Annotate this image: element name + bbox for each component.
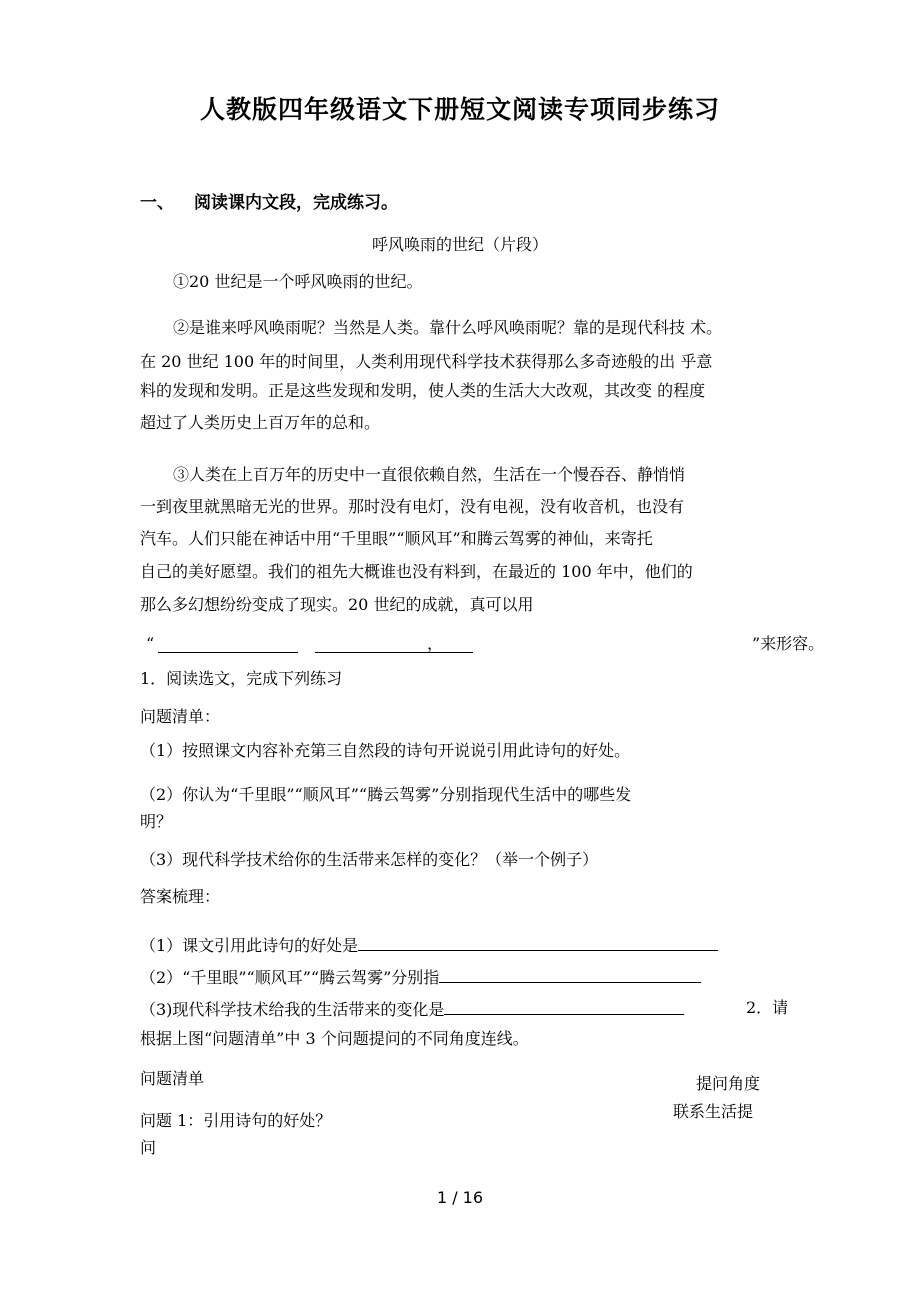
paragraph-2-line: 料的发现和发明。正是这些发现和发明，使人类的生活大大改观，其改变 的程度 <box>140 381 706 400</box>
question-list-item-wrap: 问 <box>140 1138 157 1157</box>
answer-line-3 <box>140 998 684 1020</box>
question-item-wrap: 明？ <box>140 812 173 831</box>
paragraph-2-line: 超过了人类历史上百万年的总和。 <box>140 413 381 432</box>
question-item: （3）现代科学技术给你的生活带来怎样的变化？（举一个例子） <box>140 850 599 869</box>
angle-item[interactable]: 联系生活提 <box>673 1102 754 1121</box>
fill-blank-2[interactable] <box>315 652 473 653</box>
question-1-heading: 1．阅读选文，完成下列练习 <box>140 669 343 688</box>
fill-close: ”来形容。 <box>752 634 825 653</box>
paragraph-2-line: 在 20 世纪 100 年的时间里，人类利用现代科学技术获得那么多奇迹般的出 乎意 <box>140 352 713 371</box>
paragraph-3-line: ③人类在上百万年的历史中一直很依赖自然，生活在一个慢吞吞、静悄悄 <box>173 465 686 484</box>
question-2-number: 2．请 <box>746 998 789 1017</box>
section-heading <box>140 192 398 214</box>
paragraph-2-line: ②是谁来呼风唤雨呢？当然是人类。靠什么呼风唤雨呢？靠的是现代科技 术。 <box>173 318 723 337</box>
passage-title: 呼风唤雨的世纪（片段） <box>371 235 548 254</box>
angle-header: 提问角度 <box>696 1074 761 1093</box>
answer-prompt-3: （3)现代科学技术给我的生活带来的变化是 <box>140 1000 445 1019</box>
answer-prompt-2: （2）“千里眼”“顺风耳”“腾云驾雾”分别指 <box>140 968 440 987</box>
question-2-text: 根据上图“问题清单”中 3 个问题提问的不同角度连线。 <box>140 1029 529 1048</box>
answer-label: 答案梳理： <box>140 887 221 906</box>
paragraph-1: ①20 世纪是一个呼风唤雨的世纪。 <box>173 272 423 291</box>
paragraph-3-line: 自己的美好愿望。我们的祖先大概谁也没有料到，在最近的 100 年中，他们的 <box>140 562 693 581</box>
answer-blank-1[interactable] <box>358 934 718 951</box>
answer-line-1 <box>140 934 718 956</box>
answer-line-2 <box>140 966 701 988</box>
paragraph-3-line: 一到夜里就黑暗无光的世界。那时没有电灯，没有电视，没有收音机，也没有 <box>140 497 685 516</box>
fill-comma: ， <box>427 634 444 653</box>
question-item: （2）你认为“千里眼”“顺风耳”“腾云驾雾”分别指现代生活中的哪些发 <box>140 785 632 804</box>
answer-blank-3[interactable] <box>444 998 684 1015</box>
paragraph-3-line: 汽车。人们只能在神话中用“千里眼”“顺风耳”和腾云驾雾的神仙，来寄托 <box>140 529 653 548</box>
section-title: 阅读课内文段，完成练习。 <box>194 193 398 213</box>
answer-blank-2[interactable] <box>439 966 701 983</box>
paragraph-3-line: 那么多幻想纷纷变成了现实。20 世纪的成就，真可以用 <box>140 595 534 614</box>
page-number: 1 / 16 <box>436 1188 484 1207</box>
page-title: 人教版四年级语文下册短文阅读专项同步练习 <box>199 95 720 124</box>
question-list-header: 问题清单 <box>140 1069 205 1088</box>
answer-prompt-1: （1）课文引用此诗句的好处是 <box>140 936 359 955</box>
question-list-item[interactable]: 问题 1：引用诗句的好处？ <box>140 1111 332 1130</box>
question-list-label: 问题清单： <box>140 707 221 726</box>
fill-blank-1[interactable] <box>158 652 298 653</box>
question-item: （1）按照课文内容补充第三自然段的诗句开说说引用此诗句的好处。 <box>140 741 631 760</box>
section-number: 一、 <box>140 193 174 213</box>
fill-open-quote: “ <box>146 634 155 653</box>
